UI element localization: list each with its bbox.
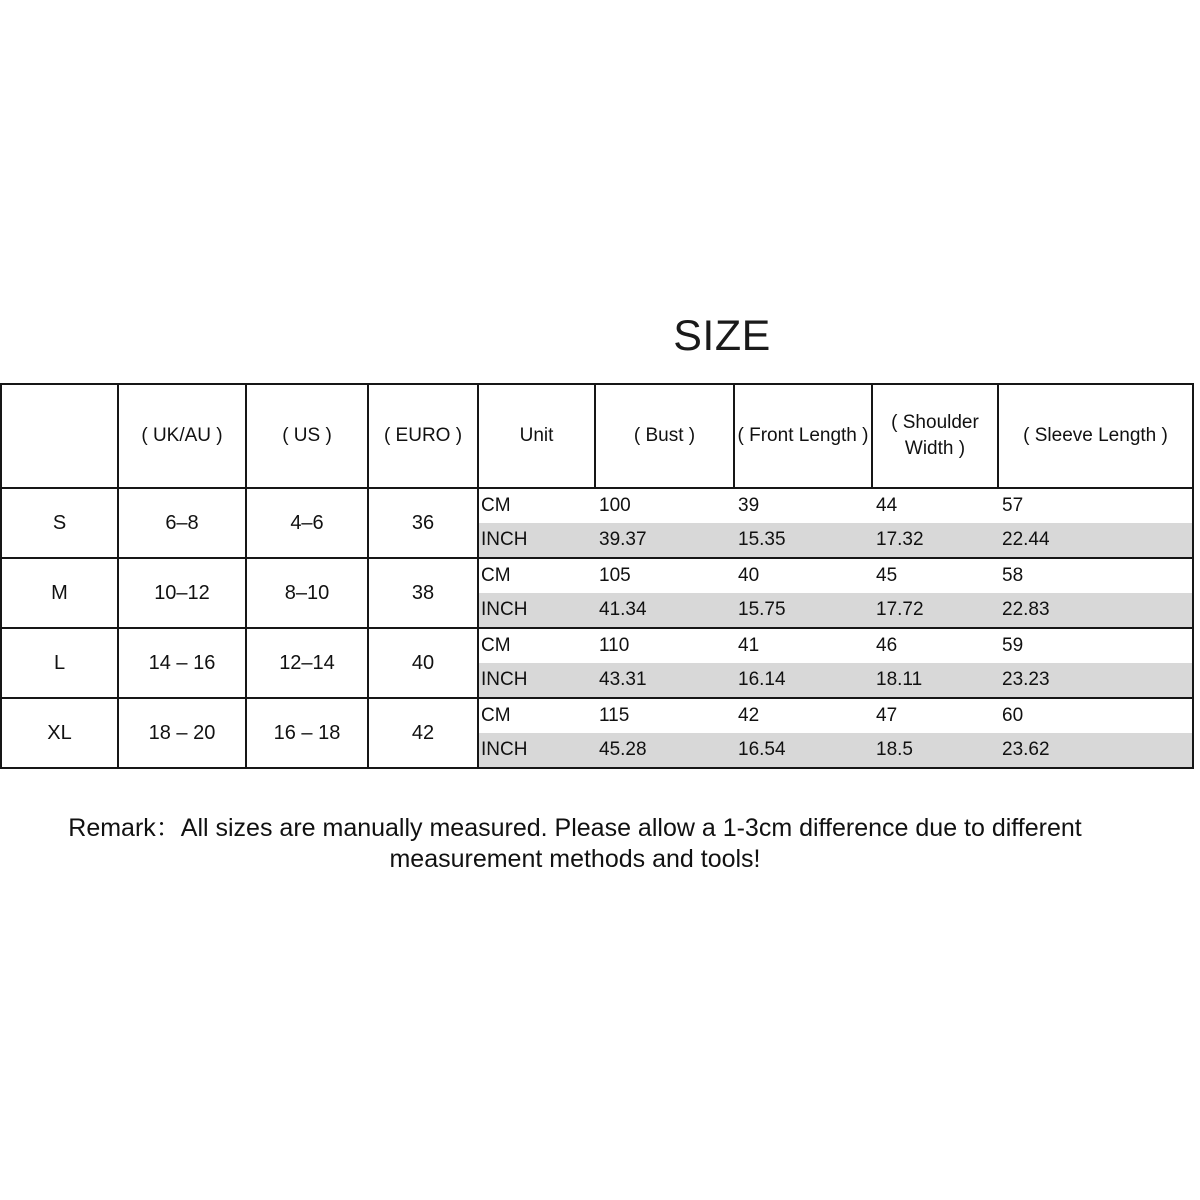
- front-length-cm-value: 41: [734, 628, 872, 663]
- shoulder-width-cm-value: 44: [872, 488, 998, 523]
- ukau-cell: 6–8: [118, 488, 246, 558]
- front-length-inch-value: 15.75: [734, 593, 872, 628]
- table-row-xl-cm: [1, 698, 1193, 733]
- shoulder-width-cm-value: 45: [872, 558, 998, 593]
- front-length-cm-value: 40: [734, 558, 872, 593]
- header-size: [1, 384, 118, 488]
- sleeve-length-inch-value: 23.62: [998, 733, 1193, 768]
- unit-cm-label: CM: [478, 628, 595, 663]
- bust-cm-value: 100: [595, 488, 734, 523]
- sleeve-length-cm-value: 59: [998, 628, 1193, 663]
- us-cell: 16 – 18: [246, 698, 368, 768]
- remark-line-2: measurement methods and tools!: [389, 845, 761, 873]
- bust-inch-value: 43.31: [595, 663, 734, 698]
- page-title: SIZE: [673, 312, 771, 360]
- remark-line-1: Remark：All sizes are manually measured. Please allow a 1-3cm difference due to different: [68, 814, 1082, 842]
- bust-cm-value: 110: [595, 628, 734, 663]
- shoulder-width-inch-value: 17.72: [872, 593, 998, 628]
- us-cell: 4–6: [246, 488, 368, 558]
- shoulder-width-inch-value: 18.5: [872, 733, 998, 768]
- sleeve-length-inch-value: 23.23: [998, 663, 1193, 698]
- table-header-row: [1, 384, 1193, 488]
- header-bust: ( Bust ): [595, 384, 734, 488]
- front-length-inch-value: 16.14: [734, 663, 872, 698]
- euro-cell: 36: [368, 488, 478, 558]
- bust-cm-value: 105: [595, 558, 734, 593]
- euro-cell: 40: [368, 628, 478, 698]
- sleeve-length-cm-value: 60: [998, 698, 1193, 733]
- unit-inch-label: INCH: [478, 523, 595, 558]
- sleeve-length-inch-value: 22.83: [998, 593, 1193, 628]
- front-length-inch-value: 15.35: [734, 523, 872, 558]
- header-front-length: ( Front Length ): [734, 384, 872, 488]
- sleeve-length-cm-value: 57: [998, 488, 1193, 523]
- unit-inch-label: INCH: [478, 593, 595, 628]
- size-cell: XL: [1, 698, 118, 768]
- header-euro: ( EURO ): [368, 384, 478, 488]
- header-shoulder-width: ( Shoulder Width ): [872, 384, 998, 488]
- shoulder-width-inch-value: 17.32: [872, 523, 998, 558]
- bust-inch-value: 39.37: [595, 523, 734, 558]
- header-uk-au: ( UK/AU ): [118, 384, 246, 488]
- shoulder-width-inch-value: 18.11: [872, 663, 998, 698]
- remark-text: [0, 813, 1150, 875]
- table-row-s-cm: [1, 488, 1193, 523]
- unit-inch-label: INCH: [478, 663, 595, 698]
- size-table: [0, 383, 1194, 769]
- us-cell: 8–10: [246, 558, 368, 628]
- unit-cm-label: CM: [478, 698, 595, 733]
- size-cell: L: [1, 628, 118, 698]
- size-cell: S: [1, 488, 118, 558]
- ukau-cell: 18 – 20: [118, 698, 246, 768]
- euro-cell: 38: [368, 558, 478, 628]
- ukau-cell: 10–12: [118, 558, 246, 628]
- size-cell: M: [1, 558, 118, 628]
- shoulder-width-cm-value: 47: [872, 698, 998, 733]
- unit-cm-label: CM: [478, 488, 595, 523]
- table-row-l-cm: [1, 628, 1193, 663]
- header-us: ( US ): [246, 384, 368, 488]
- sleeve-length-cm-value: 58: [998, 558, 1193, 593]
- front-length-cm-value: 39: [734, 488, 872, 523]
- bust-inch-value: 41.34: [595, 593, 734, 628]
- bust-cm-value: 115: [595, 698, 734, 733]
- sleeve-length-inch-value: 22.44: [998, 523, 1193, 558]
- unit-cm-label: CM: [478, 558, 595, 593]
- us-cell: 12–14: [246, 628, 368, 698]
- front-length-inch-value: 16.54: [734, 733, 872, 768]
- bust-inch-value: 45.28: [595, 733, 734, 768]
- shoulder-width-cm-value: 46: [872, 628, 998, 663]
- header-unit: Unit: [478, 384, 595, 488]
- ukau-cell: 14 – 16: [118, 628, 246, 698]
- table-row-m-cm: [1, 558, 1193, 593]
- header-sleeve-length: ( Sleeve Length ): [998, 384, 1193, 488]
- euro-cell: 42: [368, 698, 478, 768]
- front-length-cm-value: 42: [734, 698, 872, 733]
- unit-inch-label: INCH: [478, 733, 595, 768]
